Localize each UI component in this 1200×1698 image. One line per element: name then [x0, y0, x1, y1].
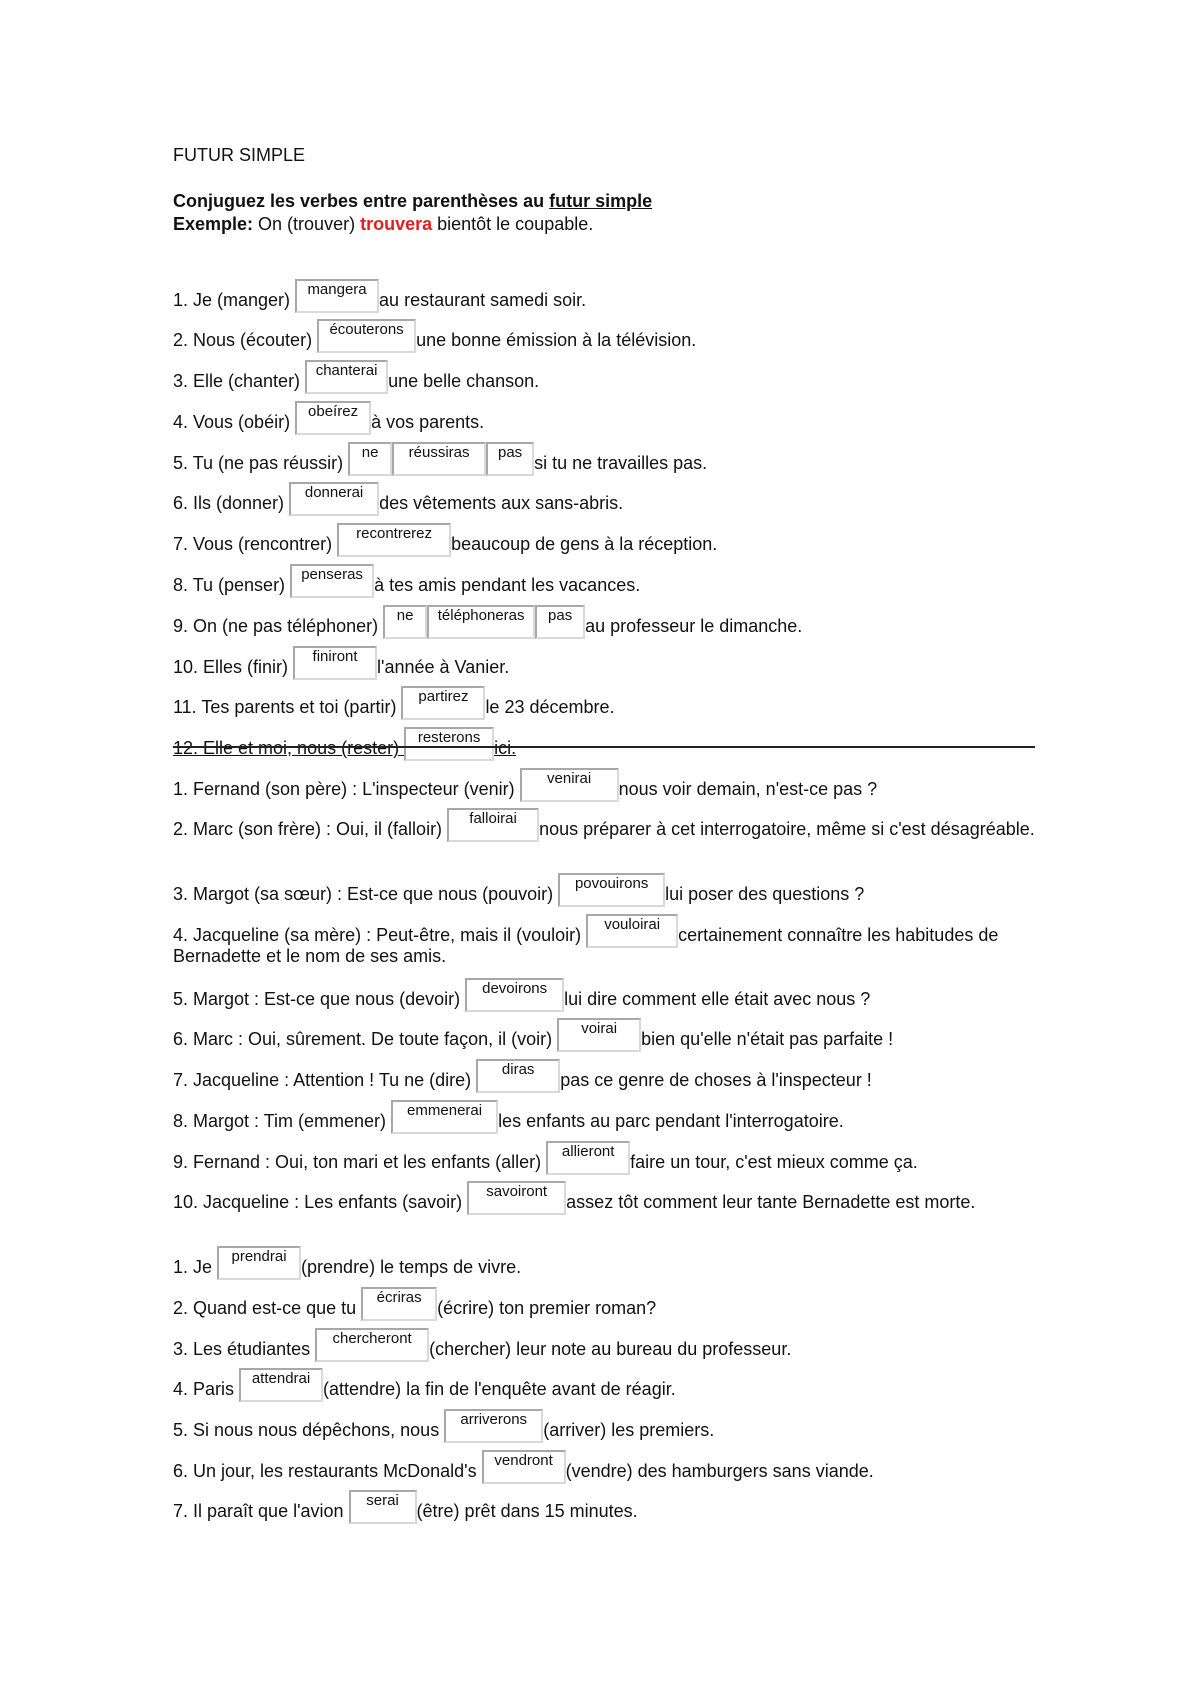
answer-field[interactable]: penseras — [290, 564, 374, 598]
exercise-line — [173, 605, 1035, 637]
answer-field[interactable]: ne — [383, 605, 427, 639]
line-suffix: si tu ne travailles pas. — [534, 453, 708, 473]
line-prefix: 2. Marc (son frère) : Oui, il (falloir) — [173, 819, 448, 839]
line-prefix: 10. Jacqueline : Les enfants (savoir) — [173, 1192, 468, 1212]
answer-field[interactable]: venirai — [520, 768, 619, 802]
example-label: Exemple: — [173, 214, 254, 234]
line-suffix: des vêtements aux sans-abris. — [379, 493, 624, 513]
exercise-line — [173, 873, 1035, 905]
line-prefix: 4. Vous (obéir) — [173, 412, 296, 432]
answer-field[interactable]: serai — [349, 1490, 417, 1524]
line-suffix: à tes amis pendant les vacances. — [374, 575, 641, 595]
exercise-line — [173, 1409, 1035, 1441]
line-suffix: lui poser des questions ? — [665, 884, 865, 904]
line-suffix: (attendre) la fin de l'enquête avant de réagir. — [323, 1379, 676, 1399]
line-suffix: (être) prêt dans 15 minutes. — [416, 1501, 638, 1521]
line-suffix: ici. — [494, 738, 517, 758]
line-prefix: 5. Tu (ne pas réussir) — [173, 453, 349, 473]
answer-field[interactable]: prendrai — [217, 1246, 301, 1280]
line-suffix: lui dire comment elle était avec nous ? — [564, 989, 871, 1009]
line-prefix: 1. Je — [173, 1257, 218, 1277]
line-prefix: 7. Il paraît que l'avion — [173, 1501, 349, 1521]
line-suffix: pas ce genre de choses à l'inspecteur ! — [560, 1070, 872, 1090]
exercise-line — [173, 686, 1035, 718]
exercise-line — [173, 914, 1035, 967]
line-prefix: 9. On (ne pas téléphoner) — [173, 616, 384, 636]
line-suffix: (arriver) les premiers. — [543, 1420, 715, 1440]
line-suffix: certainement connaître les habitudes de Bernadette et le nom de ses amis. — [173, 925, 999, 966]
exercise-line — [173, 564, 1035, 596]
answer-field[interactable]: falloirai — [447, 808, 539, 842]
exercise-line — [173, 442, 1035, 474]
exercise-line — [173, 1328, 1035, 1360]
line-suffix: l'année à Vanier. — [377, 657, 510, 677]
exercise-line — [173, 808, 1035, 840]
answer-field[interactable]: arriverons — [444, 1409, 543, 1443]
exercise-line — [173, 1181, 1035, 1213]
line-suffix: faire un tour, c'est mieux comme ça. — [630, 1152, 918, 1172]
answer-field[interactable]: finiront — [293, 646, 377, 680]
answer-field[interactable]: emmenerai — [391, 1100, 498, 1134]
exercise-line — [173, 727, 1035, 759]
line-prefix: 2. Nous (écouter) — [173, 330, 318, 350]
answer-field[interactable]: pas — [486, 442, 534, 476]
exercise-line — [173, 978, 1035, 1010]
line-prefix: 7. Jacqueline : Attention ! Tu ne (dire) — [173, 1070, 477, 1090]
answer-field[interactable]: ne — [348, 442, 392, 476]
line-suffix: les enfants au parc pendant l'interrogatoire. — [498, 1111, 844, 1131]
line-suffix: une belle chanson. — [388, 371, 540, 391]
line-prefix: 10. Elles (finir) — [173, 657, 294, 677]
exercise-line — [173, 1141, 1035, 1173]
line-prefix: 6. Marc : Oui, sûrement. De toute façon, il (voir) — [173, 1029, 558, 1049]
exercise-line — [173, 319, 1035, 351]
answer-field[interactable]: mangera — [295, 279, 379, 313]
line-prefix: 11. Tes parents et toi (partir) — [173, 697, 402, 717]
answer-field[interactable]: vouloirai — [586, 914, 678, 948]
example — [173, 214, 593, 235]
line-suffix: au professeur le dimanche. — [585, 616, 803, 636]
line-prefix: 8. Margot : Tim (emmener) — [173, 1111, 392, 1131]
example-before: On (trouver) — [253, 214, 361, 234]
line-prefix: 3. Elle (chanter) — [173, 371, 306, 391]
instruction-underlined: futur simple — [549, 191, 653, 211]
line-suffix: bien qu'elle n'était pas parfaite ! — [641, 1029, 894, 1049]
exercise-line — [173, 360, 1035, 392]
answer-field[interactable]: pas — [535, 605, 585, 639]
exercise-line — [173, 523, 1035, 555]
answer-field[interactable]: écouterons — [317, 319, 416, 353]
line-suffix: assez tôt comment leur tante Bernadette est morte. — [566, 1192, 976, 1212]
line-suffix: (écrire) ton premier roman? — [437, 1298, 657, 1318]
exercise-line — [173, 279, 1035, 311]
line-suffix: nous préparer à cet interrogatoire, même si c'est désagréable. — [539, 819, 1035, 839]
exercise-line — [173, 768, 1035, 800]
answer-field[interactable]: partirez — [401, 686, 485, 720]
exercise-line — [173, 1100, 1035, 1132]
line-suffix: (chercher) leur note au bureau du professeur. — [429, 1339, 792, 1359]
line-suffix: (vendre) des hamburgers sans viande. — [565, 1461, 874, 1481]
answer-field[interactable]: povouirons — [558, 873, 665, 907]
answer-field[interactable]: savoiront — [467, 1181, 566, 1215]
line-prefix: 12. Elle et moi, nous (rester) — [173, 738, 405, 758]
answer-field[interactable]: allieront — [546, 1141, 630, 1175]
line-prefix: 1. Fernand (son père) : L'inspecteur (venir) — [173, 779, 520, 799]
answer-field[interactable]: devoirons — [465, 978, 564, 1012]
line-prefix: 6. Ils (donner) — [173, 493, 290, 513]
answer-field[interactable]: téléphoneras — [427, 605, 535, 639]
exercise-line — [173, 1287, 1035, 1319]
exercise-line — [173, 1368, 1035, 1400]
example-answer: trouvera — [360, 214, 433, 234]
line-prefix: 8. Tu (penser) — [173, 575, 291, 595]
exercise-line — [173, 1246, 1035, 1278]
line-prefix: 7. Vous (rencontrer) — [173, 534, 338, 554]
answer-field[interactable]: réussiras — [392, 442, 486, 476]
line-suffix: beaucoup de gens à la réception. — [451, 534, 718, 554]
exercise-line — [173, 401, 1035, 433]
line-prefix: 1. Je (manger) — [173, 290, 296, 310]
answer-field[interactable]: écriras — [361, 1287, 437, 1321]
answer-field[interactable]: chanterai — [305, 360, 388, 394]
instruction-text: Conjuguez les verbes entre parenthèses au — [173, 191, 550, 211]
line-prefix: 4. Jacqueline (sa mère) : Peut-être, mais il (vouloir) — [173, 925, 587, 945]
answer-field[interactable]: recontrerez — [337, 523, 451, 557]
line-suffix: à vos parents. — [371, 412, 485, 432]
answer-field[interactable]: obeírez — [295, 401, 371, 435]
line-suffix: nous voir demain, n'est-ce pas ? — [618, 779, 878, 799]
exercise-line — [173, 1450, 1035, 1482]
line-suffix: le 23 décembre. — [485, 697, 615, 717]
answer-field[interactable]: diras — [476, 1059, 560, 1093]
line-prefix: 4. Paris — [173, 1379, 240, 1399]
line-prefix: 5. Si nous nous dépêchons, nous — [173, 1420, 445, 1440]
line-suffix: une bonne émission à la télévision. — [416, 330, 697, 350]
exercise-line — [173, 646, 1035, 678]
answer-field[interactable]: chercheront — [315, 1328, 429, 1362]
exercise-line — [173, 1490, 1035, 1522]
line-prefix: 5. Margot : Est-ce que nous (devoir) — [173, 989, 466, 1009]
line-prefix: 3. Les étudiantes — [173, 1339, 316, 1359]
page-title: FUTUR SIMPLE — [173, 145, 306, 165]
section-divider — [173, 746, 1035, 748]
example-after: bientôt le coupable. — [432, 214, 594, 234]
answer-field[interactable]: donnerai — [289, 482, 379, 516]
instruction — [173, 191, 652, 212]
answer-field[interactable]: vendront — [482, 1450, 566, 1484]
line-prefix: 2. Quand est-ce que tu — [173, 1298, 362, 1318]
line-prefix: 6. Un jour, les restaurants McDonald's — [173, 1461, 482, 1481]
answer-field[interactable]: attendrai — [239, 1368, 323, 1402]
exercise-line — [173, 482, 1035, 514]
answer-field[interactable]: voirai — [557, 1018, 641, 1052]
line-suffix: au restaurant samedi soir. — [379, 290, 587, 310]
exercise-line — [173, 1018, 1035, 1050]
line-suffix: (prendre) le temps de vivre. — [301, 1257, 522, 1277]
answer-field[interactable]: resterons — [404, 727, 494, 761]
line-prefix: 3. Margot (sa sœur) : Est-ce que nous (pouvoir) — [173, 884, 559, 904]
exercise-line — [173, 1059, 1035, 1091]
line-prefix: 9. Fernand : Oui, ton mari et les enfants (aller) — [173, 1152, 547, 1172]
